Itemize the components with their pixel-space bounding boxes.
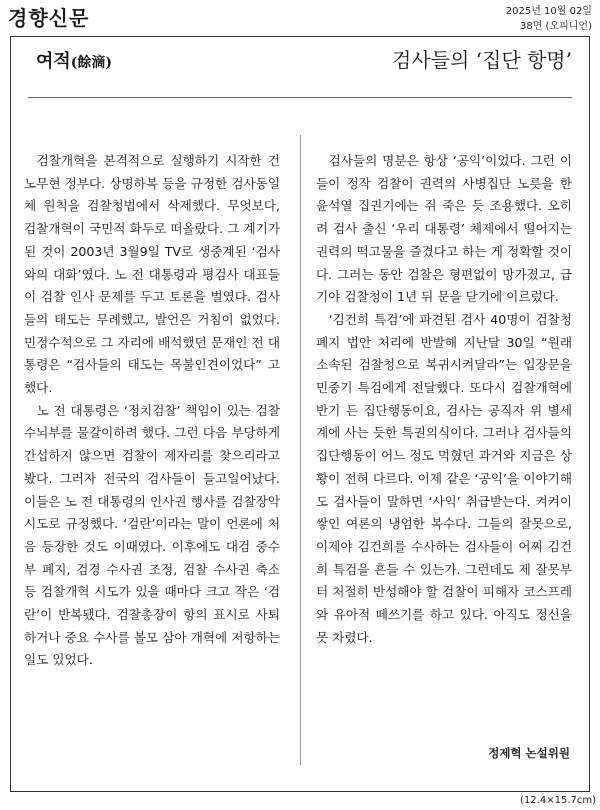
title-rule [28, 97, 572, 98]
paragraph: ‘김건희 특검’에 파견된 검사 40명이 검찰청 폐지 법안 처리에 반발해 지난달 30일 “원래 소속된 검찰청으로 복귀시켜달라”는 입장문을 민중기 특검에게 전달했다. 또다시 검찰개혁에 반기 든 집단행동이요, 검사는 공직자 위 별세계에 사는 듯한 특권의식이다. 그러나 검사들의 집단행동이 어느 정도 먹혔던 과거와 지금은 상황이 전혀 다르다. 이제 같은 ‘공익’을 이야기해도 검사들이 말하면 ‘사익’ 취급받는다. 켜켜이 쌓인 여론의 냉엄한 복수다. 그들의 잘못으로, 이제야 김건희를 수사하는 검사들이 어찌 김건희 특검을 흔들 수 있는가. 그런데도 제 잘못부터 처절히 반성해야 할 검찰이 피해자 코스프레와 유아적 떼쓰기를 하고 있다. 아직도 정신을 못 차렸다. [316, 311, 572, 645]
byline: 정제혁 논설위원 [488, 746, 570, 760]
article-headline: 검사들의 ‘집단 항명’ [392, 48, 572, 72]
masthead: 경향신문 [8, 6, 90, 30]
column-divider [300, 135, 301, 765]
page-edition: 38면 (오피니언) [519, 21, 592, 32]
paragraph: 검사들의 명분은 항상 ‘공익’이었다. 그런 이들이 정작 검찰이 권력의 사병집단 노릇을 한 윤석열 집권기에는 쥐 죽은 듯 조용했다. 오히려 검사 출신 ‘우리 대통령’ 체제에서 떨어지는 권력의 떡고물을 즐겼다고 하는 게 정확할 것이다. 그러는 동안 검찰은 형편없이 망가졌고, 급기야 검찰청이 1년 뒤 문을 닫기에 이르렀다. [316, 153, 572, 305]
paragraph: 검찰개혁을 본격적으로 실행하기 시작한 건 노무현 정부다. 상명하복 등을 규정한 검사동일체 원칙을 검찰청법에서 삭제했다. 무엇보다, 검찰개혁이 국민적 화두로 떠올랐다. 그 계기가 된 것이 2003년 3월9일 TV로 생중계된 ‘검사와의 대화’였다. 노 전 대통령과 평검사 대표들이 검찰 인사 문제를 두고 토론을 벌였다. 검사들의 태도는 무례했고, 발언은 거침이 없었다. 민정수석으로 그 자리에 배석했던 문재인 전 대통령은 “검사들의 태도는 목불인견이었다” 고 했다. [24, 153, 280, 396]
column-name-hanja: (餘滴) [70, 55, 113, 71]
clipping-dimensions: (12.4×15.7cm) [520, 795, 596, 806]
paragraph: 노 전 대통령은 ‘정치검찰’ 책임이 있는 검찰 수뇌부를 물갈이하려 했다. 그런 다음 부당하게 간섭하지 않으면 검찰이 제자리를 찾으리라고 봤다. 그러자 전국의 검사들이 들고일어났다. 이들은 노 전 대통령의 인사권 행사를 검찰장악 시도로 규정했다. ‘검란’이라는 말이 언론에 처음 등장한 것도 이때였다. 이후에도 대검 중수부 폐지, 검경 수사권 조정, 검찰 수사권 축소 등 검찰개혁 시도가 있을 때마다 크고 작은 ‘검란’이 반복됐다. 검찰총장이 항의 표시로 사퇴하거나 중요 수사를 볼모 삼아 개혁에 저항하는 일도 있었다. [24, 402, 280, 668]
column-name: 여적 [36, 51, 71, 72]
right-column [316, 150, 572, 649]
left-column [24, 150, 280, 672]
issue-date: 2025년 10월 02일 [505, 6, 592, 17]
column-title [36, 47, 112, 73]
